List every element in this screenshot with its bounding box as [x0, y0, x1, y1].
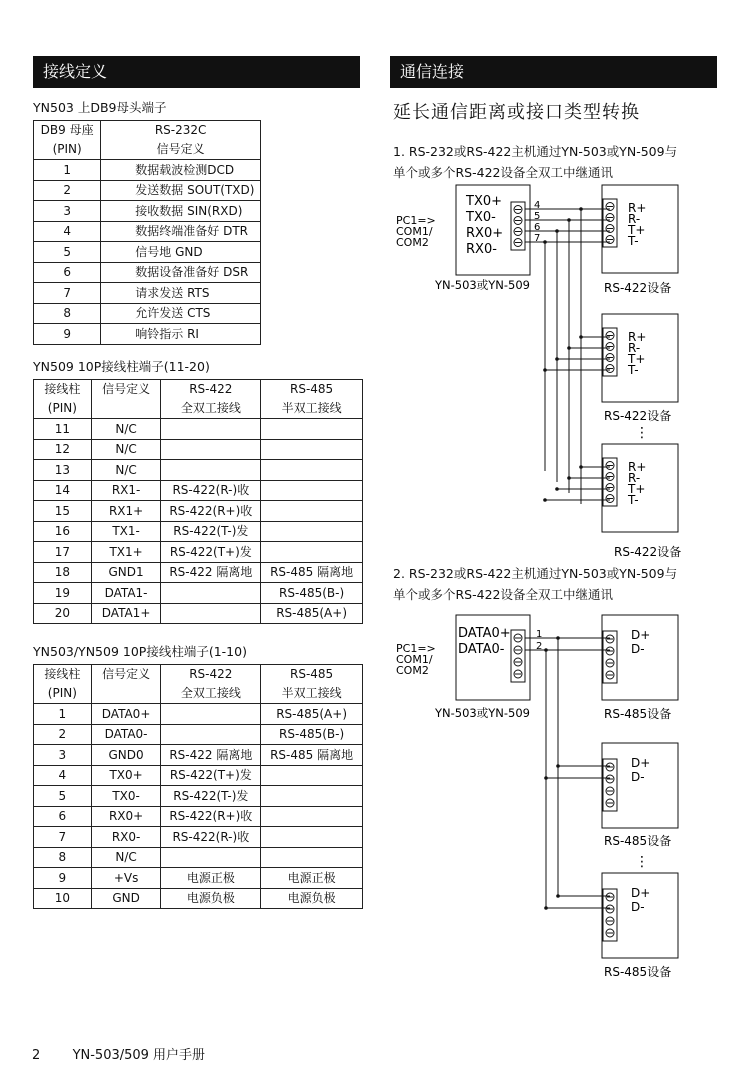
table-cell: 13: [34, 460, 92, 481]
table-cell: RX1-: [91, 480, 161, 501]
pc-label: COM2: [396, 664, 429, 677]
table-header-cell: RS-232C 信号定义: [101, 121, 261, 160]
table-cell: RS-485 隔离地: [261, 745, 363, 766]
section1-line1: 1. RS-232或RS-422主机通过YN-503或YN-509与: [393, 144, 678, 159]
wire-junction: [555, 229, 559, 233]
table-cell: 数据设备准备好 DSR: [101, 262, 261, 283]
wire-junction: [579, 335, 583, 339]
wire-junction: [555, 357, 559, 361]
device-signal: T-: [628, 234, 639, 248]
table-cell: 允许发送 CTS: [101, 303, 261, 324]
wire-junction: [556, 764, 560, 768]
device-signal: D-: [631, 770, 645, 784]
table-cell: RS-422 隔离地: [161, 562, 261, 583]
table-cell: 响铃指示 RI: [101, 324, 261, 345]
section1-line2: 单个或多个RS-422设备全双工中继通讯: [393, 165, 613, 180]
table3-caption: YN503/YN509 10P接线柱端子(1-10): [33, 644, 247, 659]
table-cell: RS-422 隔离地: [161, 745, 261, 766]
table-cell: RS-485 隔离地: [261, 562, 363, 583]
device-signal: R+: [628, 460, 647, 474]
manual-title: YN-503/509 用户手册: [72, 1048, 206, 1063]
table-cell: 17: [34, 542, 92, 563]
page-number: 2: [32, 1048, 41, 1063]
table-cell: N/C: [91, 419, 161, 440]
table-cell: RS-485(B-): [261, 583, 363, 604]
table-cell: 电源正极: [261, 868, 363, 889]
device-label: RS-485设备: [604, 965, 672, 979]
device-signal: D-: [631, 900, 645, 914]
table-cell: 8: [34, 847, 92, 868]
table-cell: 1: [34, 160, 101, 181]
device-signal: D+: [631, 886, 651, 900]
pc-label: COM2: [396, 236, 429, 249]
table-cell: 5: [34, 242, 101, 263]
device-label: RS-422设备: [604, 409, 672, 423]
section2-line1: 2. RS-232或RS-422主机通过YN-503或YN-509与: [393, 566, 678, 581]
wire-junction: [543, 240, 547, 244]
table-header-cell: RS-485 半双工接线: [261, 665, 363, 704]
table-cell: 3: [34, 745, 92, 766]
table-cell: RS-422(T+)发: [161, 542, 261, 563]
table2-caption: YN509 10P接线柱端子(11-20): [33, 359, 210, 374]
table-cell: 1: [34, 704, 92, 725]
converter-signal: DATA0+: [458, 626, 511, 641]
table-header-cell: 信号定义: [91, 380, 161, 419]
table-cell: 6: [34, 262, 101, 283]
ellipsis-dots: ⋮: [635, 425, 649, 441]
table-cell: RS-485(A+): [261, 704, 363, 725]
device-signal: R+: [628, 330, 647, 344]
table-cell: 16: [34, 521, 92, 542]
pin-number: 4: [534, 200, 541, 211]
table-cell: 数据终端准备好 DTR: [101, 221, 261, 242]
device-signal: R+: [628, 201, 647, 215]
table-cell: 19: [34, 583, 92, 604]
pin-number: 6: [534, 222, 541, 233]
table-cell: RS-485(B-): [261, 724, 363, 745]
device-signal: D+: [631, 756, 651, 770]
converter-signal: TX0+: [466, 194, 503, 209]
section-header-connection: 通信连接: [390, 56, 717, 88]
table-cell: 请求发送 RTS: [101, 283, 261, 304]
table-cell: 数据载波检测DCD: [101, 160, 261, 181]
table-cell: GND: [91, 888, 161, 909]
device-signal: R-: [628, 471, 641, 485]
table-cell: RX0+: [91, 806, 161, 827]
converter-signal: RX0+: [466, 226, 504, 241]
pc-label: PC1=>: [396, 214, 436, 227]
pc-label: PC1=>: [396, 642, 436, 655]
wire-junction: [567, 476, 571, 480]
wire-junction: [556, 636, 560, 640]
pc-label: COM1/: [396, 225, 433, 238]
converter-signal: RX0-: [466, 242, 497, 257]
table-cell: RS-422(T+)发: [161, 765, 261, 786]
table-cell: RS-422(R-)收: [161, 480, 261, 501]
section2-line2: 单个或多个RS-422设备全双工中继通讯: [393, 587, 613, 602]
table-cell: RS-422(R+)收: [161, 806, 261, 827]
table-cell: RX1+: [91, 501, 161, 522]
table-cell: 14: [34, 480, 92, 501]
table-cell: RS-485(A+): [261, 603, 363, 624]
table-cell: 6: [34, 806, 92, 827]
table-cell: N/C: [91, 847, 161, 868]
table-cell: 9: [34, 324, 101, 345]
table-cell: 2: [34, 724, 92, 745]
table-cell: DATA1+: [91, 603, 161, 624]
pin-number: 1: [536, 629, 543, 640]
footer: [32, 1044, 205, 1063]
table-cell: GND0: [91, 745, 161, 766]
table-header-cell: RS-422 全双工接线: [161, 380, 261, 419]
pin-number: 7: [534, 233, 541, 244]
section-header-wiring: 接线定义: [33, 56, 360, 88]
table-cell: +Vs: [91, 868, 161, 889]
table-cell: 10: [34, 888, 92, 909]
pc-label: COM1/: [396, 653, 433, 666]
table-cell: TX0+: [91, 765, 161, 786]
table-cell: TX0-: [91, 786, 161, 807]
table-cell: 3: [34, 201, 101, 222]
table-cell: TX1-: [91, 521, 161, 542]
table-cell: 5: [34, 786, 92, 807]
table-cell: 4: [34, 765, 92, 786]
device-signal: T+: [628, 482, 646, 496]
table-cell: RS-422(T-)发: [161, 786, 261, 807]
device-signal: R-: [628, 341, 641, 355]
device-signal: D-: [631, 642, 645, 656]
table-cell: 信号地 GND: [101, 242, 261, 263]
table-header-cell: DB9 母座 (PIN): [34, 121, 101, 160]
wire-junction: [555, 487, 559, 491]
wire-junction: [556, 894, 560, 898]
device-signal: T-: [628, 493, 639, 507]
table-cell: 接收数据 SIN(RXD): [101, 201, 261, 222]
device-label: RS-485设备: [604, 707, 672, 721]
wire-junction: [567, 346, 571, 350]
table-cell: RS-422(T-)发: [161, 521, 261, 542]
table-header-cell: 接线柱 (PIN): [34, 665, 92, 704]
table-cell: 电源正极: [161, 868, 261, 889]
wire-junction: [567, 218, 571, 222]
table-cell: N/C: [91, 460, 161, 481]
table-header-cell: 信号定义: [91, 665, 161, 704]
converter-label: YN-503或YN-509: [435, 706, 530, 720]
table-cell: DATA1-: [91, 583, 161, 604]
table-cell: 20: [34, 603, 92, 624]
table-cell: 12: [34, 439, 92, 460]
table-cell: 4: [34, 221, 101, 242]
table-cell: 2: [34, 180, 101, 201]
wire-junction: [544, 648, 548, 652]
device-label: RS-422设备: [604, 281, 672, 295]
device-signal: T+: [628, 352, 646, 366]
wire-junction: [579, 465, 583, 469]
wire-junction: [543, 368, 547, 372]
table-cell: RX0-: [91, 827, 161, 848]
pin-number: 5: [534, 211, 541, 222]
wire-junction: [544, 906, 548, 910]
ellipsis-dots: ⋮: [635, 854, 649, 870]
device-signal: T-: [628, 363, 639, 377]
table-cell: 18: [34, 562, 92, 583]
table1-caption: YN503 上DB9母头端子: [33, 100, 167, 115]
wire-junction: [543, 498, 547, 502]
table-cell: 发送数据 SOUT(TXD): [101, 180, 261, 201]
device-label: RS-485设备: [604, 834, 672, 848]
table-cell: TX1+: [91, 542, 161, 563]
table-header-cell: 接线柱 (PIN): [34, 380, 92, 419]
section-subtitle: 延长通信距离或接口类型转换: [393, 102, 640, 123]
table-cell: GND1: [91, 562, 161, 583]
table-cell: RS-422(R+)收: [161, 501, 261, 522]
table-cell: 电源负极: [161, 888, 261, 909]
device-signal: R-: [628, 212, 641, 226]
converter-signal: TX0-: [466, 210, 496, 225]
wire-junction: [579, 207, 583, 211]
wire-junction: [544, 776, 548, 780]
table-cell: N/C: [91, 439, 161, 460]
table-cell: 15: [34, 501, 92, 522]
device-label: RS-422设备: [614, 545, 682, 559]
table-cell: 8: [34, 303, 101, 324]
table-header-cell: RS-422 全双工接线: [161, 665, 261, 704]
pin-number: 2: [536, 641, 543, 652]
table-cell: RS-422(R-)收: [161, 827, 261, 848]
table-cell: 9: [34, 868, 92, 889]
table-cell: DATA0-: [91, 724, 161, 745]
device-signal: T+: [628, 223, 646, 237]
converter-label: YN-503或YN-509: [435, 278, 530, 292]
converter-signal: DATA0-: [458, 642, 505, 657]
table-cell: 电源负极: [261, 888, 363, 909]
table-header-cell: RS-485 半双工接线: [261, 380, 363, 419]
table-cell: 7: [34, 283, 101, 304]
table-cell: 7: [34, 827, 92, 848]
device-signal: D+: [631, 628, 651, 642]
table-cell: 11: [34, 419, 92, 440]
table-cell: DATA0+: [91, 704, 161, 725]
